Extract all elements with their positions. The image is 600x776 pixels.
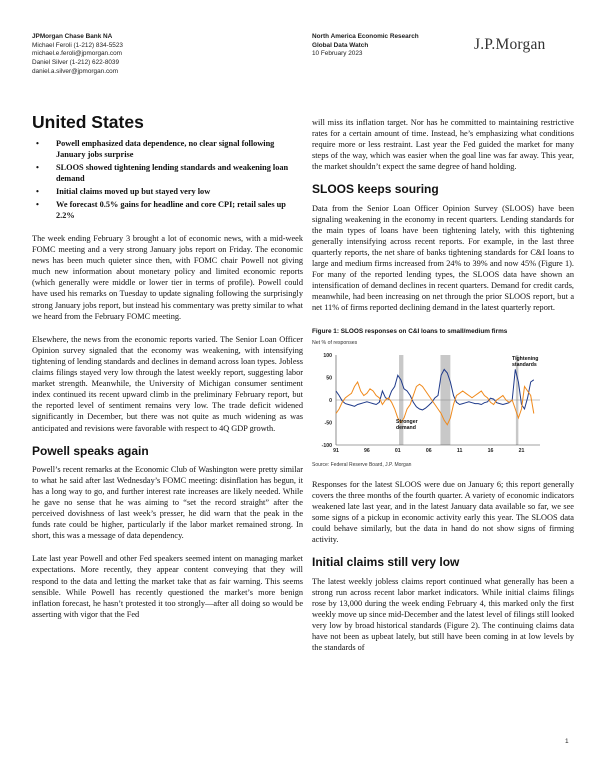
paragraph: Responses for the latest SLOOS were due on January 6; this report generally covers the three months of the fourth quarter. A variety of economic indicators weakened late last year, and in the latest January data available so far, we see some signs of a pickup in economic activity early this year. The SLOOS data could behave similarly, but the data in hand do not show signs of firming activity. bbox=[312, 479, 574, 545]
division: North America Economic Research bbox=[312, 33, 419, 40]
report-date: 10 February 2023 bbox=[312, 50, 363, 58]
y-tick-label: 100 bbox=[323, 352, 332, 359]
header-left bbox=[32, 33, 123, 77]
bullet-item: • We forecast 0.5% gains for headline and core CPI; retail sales up 2.2% bbox=[36, 200, 286, 220]
x-tick-label: 01 bbox=[394, 447, 401, 454]
y-tick-label: -50 bbox=[324, 420, 332, 427]
series-line bbox=[336, 382, 534, 425]
bullet-icon: • bbox=[36, 163, 39, 172]
bullet-item: • Initial claims moved up but stayed very low bbox=[36, 187, 211, 196]
x-tick-label: 21 bbox=[518, 447, 525, 454]
paragraph: Data from the Senior Loan Officer Opinion Survey (SLOOS) have been signaling weakening in the economy in recent quarters. Lending standards for the main types of loans have been tightening lately, with this tightening generally intensifying across recent reports. For example, in the last three quarterly reports, the net share of banks tightening standards for C&I loans to large and medium firms increased from 24% to 39% and now 45% (Figure 1). For many of the reported lending types, the SLOOS data have shown an intensification of demand declines in recent quarters. Demand for credit cards, meanwhile, had been increasing on net through the prior SLOOS report, but a net 11% of firms reported declining demand in the latest quarterly report. bbox=[312, 203, 574, 313]
chart-ylabel: Net % of responses bbox=[312, 339, 358, 346]
x-tick-label: 06 bbox=[425, 447, 432, 454]
annotation-demand: Stronger demand bbox=[396, 418, 418, 431]
annotation-tightening: Tightening standards bbox=[512, 355, 539, 368]
section-heading-sloos: SLOOS keeps souring bbox=[312, 182, 439, 197]
section-heading-powell: Powell speaks again bbox=[32, 443, 149, 458]
author-1-email[interactable]: michael.e.feroli@jpmorgan.com bbox=[32, 50, 122, 58]
paragraph: Late last year Powell and other Fed speakers seemed intent on managing market expectations. More recently, they appear content conveying that they will respond to the data and letting the market take that as fair warning. This seems sensible. While Powell has recently questioned the market’s more benign inflation forecast, he hasn’t protested it too strongly—after all doing so would be asserting with vigor that the Fed bbox=[32, 554, 303, 619]
x-tick-label: 96 bbox=[364, 447, 370, 454]
y-tick-label: 0 bbox=[329, 397, 332, 404]
chart-title: Figure 1: SLOOS responses on C&I loans to small/medium firms bbox=[312, 327, 508, 335]
page-number: 1 bbox=[565, 738, 569, 745]
paragraph: The latest weekly jobless claims report continued what generally has been a strong run across recent labor market indicators. While initial claims filings rose by 13,000 during the week ending February 4, this marked only the first weekly move up since mid-December and the latest level of filings still looked very low by broad historical standards (Figure 2). The continuing claims data have not been as upbeat lately, but still have been coming in at low levels by the standards of bbox=[312, 576, 574, 653]
paragraph: Elsewhere, the news from the economic reports varied. The Senior Loan Officer Opinion survey signaled that the economy was weakening, with intensifying tightening of lending standards and declines in demand across loan types. Jobless claims filings stayed very low through the latest weekly report, suggesting labor market strength. Meanwhile, the University of Michigan consumer sentiment index continued its recent upward climb in the preliminary February report, but the reported level of sentiment remains very low. The trade deficit widened significantly in December, but there was not quite as much widening as was anticipated and revisions were favorable with respect to 4Q GDP growth. bbox=[32, 334, 303, 433]
x-tick-label: 16 bbox=[487, 447, 494, 454]
chart-source: Source: Federal Reserve Board, J.P. Morgan bbox=[312, 461, 412, 468]
x-tick-label: 11 bbox=[456, 447, 463, 454]
bullet-icon: • bbox=[36, 139, 39, 148]
bullet-item: • SLOOS showed tightening lending standards and weakening loan demand bbox=[36, 163, 289, 183]
y-tick-label: 50 bbox=[326, 375, 332, 382]
paragraph: will miss its inflation target. Nor has he committed to maintaining restrictive rates for a certain amount of time. Instead, he’s emphasizing what conditions require more or less restraint. Last year the Fed guided the market for many steps of the way, which was easier when the goal line was far away. This year, the market shouldn’t expect the same degree of hand holding. bbox=[312, 118, 574, 172]
sloos-chart bbox=[312, 349, 567, 457]
author-1: Michael Feroli (1-212) 834-5523 bbox=[32, 41, 123, 49]
page-title: United States bbox=[32, 112, 144, 132]
right-column bbox=[312, 117, 574, 665]
publication: Global Data Watch bbox=[312, 41, 369, 49]
bullet-icon: • bbox=[36, 200, 39, 209]
key-points-list bbox=[32, 138, 303, 221]
header-middle bbox=[312, 33, 419, 59]
bank-name: JPMorgan Chase Bank NA bbox=[32, 33, 113, 40]
paragraph: The week ending February 3 brought a lot of economic news, with a mid-week FOMC meeting and a very strong January jobs report on Friday. The economic news has been much quieter since then, with FOMC chair Powell not giving much new information about monetary policy and limited economic reports (which generally were middle or lower tier in terms of profile). Powell could have used his remarks on Tuesday to update signaling following the surprisingly strong January jobs report, but instead his commentary was pretty similar to what we heard from the February FOMC meeting. bbox=[32, 234, 303, 321]
jpmorgan-logo: J.P.Morgan bbox=[474, 36, 546, 53]
figure-1 bbox=[312, 326, 574, 471]
left-column bbox=[32, 138, 303, 632]
bullet-icon: • bbox=[36, 187, 39, 196]
paragraph: Powell’s recent remarks at the Economic Club of Washington were pretty similar to what he said after last Wednesday’s FOMC meeting: disinflation has begun, it has a long way to go, and further interest rate increases are likely needed. While he gave no sense that he was aiming to “set the record straight” after the perceived dovishness of last week’s presser, he did warn that the peak in the funds rate could be higher, particularly if the labor market remained strong. In short, this was a message of data dependency. bbox=[32, 464, 303, 541]
bullet-item: • Powell emphasized data dependence, no clear signal following January jobs surprise bbox=[36, 139, 275, 159]
x-tick-label: 91 bbox=[333, 447, 339, 454]
section-heading-claims: Initial claims still very low bbox=[312, 555, 460, 570]
author-2-email[interactable]: daniel.a.silver@jpmorgan.com bbox=[32, 67, 119, 75]
author-2: Daniel Silver (1-212) 622-8039 bbox=[32, 59, 120, 67]
y-tick-label: -100 bbox=[321, 442, 332, 449]
